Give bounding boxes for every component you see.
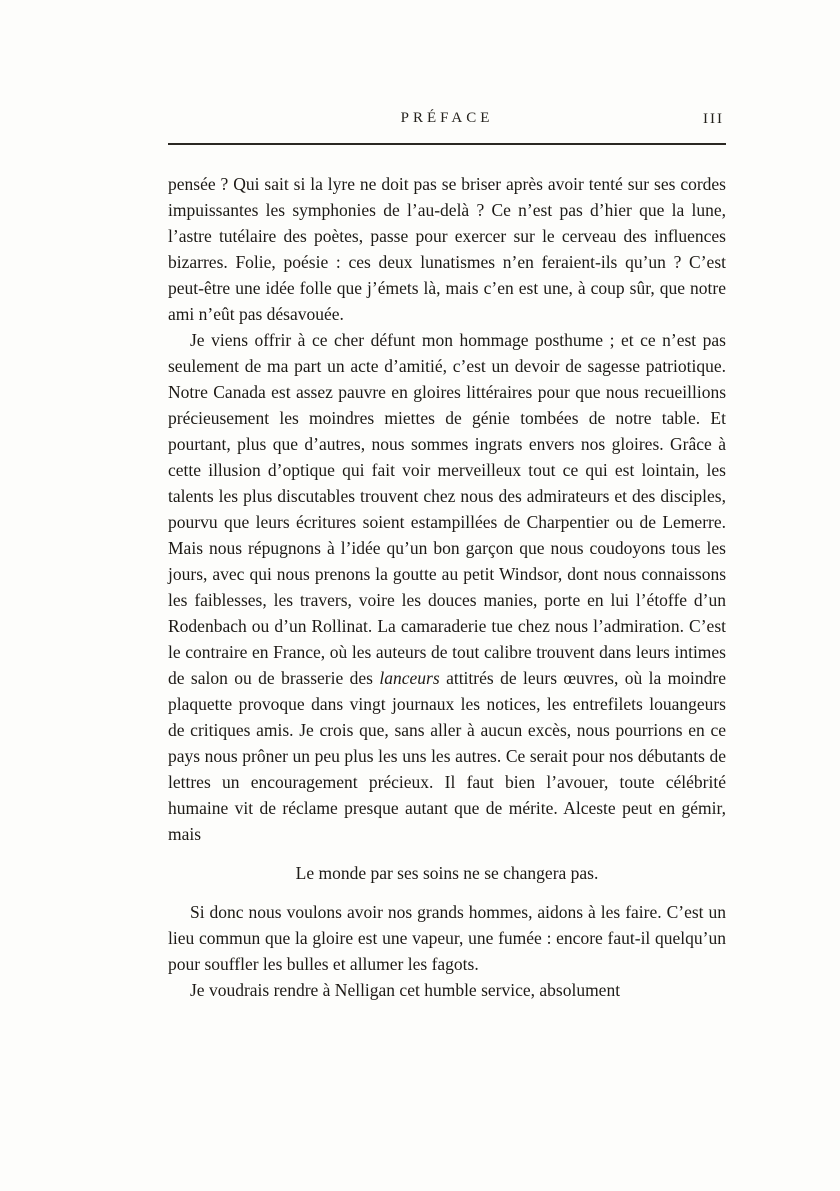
- paragraph-2-text-a: Je viens offrir à ce cher défunt mon hommage posthume ; et ce n’est pas seulement de ma part un acte d’amitié, c’est un devoir de sagesse patriotique. Notre Canada est assez pauvre en gloires littéraires pour que nous recueillions précieusement les moindres miettes de génie tombées de notre table. Et pourtant, plus que d’autres, nous sommes ingrats envers nos gloires. Grâce à cette illusion d’optique qui fait voir merveilleux tout ce qui est lointain, les talents les plus discutables trouvent chez nous des admirateurs et des disciples, pourvu que leurs écritures soient estampillées de Charpentier ou de Lemerre. Mais nous répugnons à l’idée qu’un bon garçon que nous coudoyons tous les jours, avec qui nous prenons la goutte au petit Windsor, dont nous connaissons les faiblesses, les travers, voire les douces manies, porte en lui l’étoffe d’un Rodenbach ou d’un Rollinat. La camaraderie tue chez nous l’admiration. C’est le contraire en France, où les auteurs de tout calibre trouvent dans leurs intimes de salon ou de brasserie des: [168, 330, 726, 688]
- paragraph-2-text-b: attitrés de leurs œuvres, où la moindre plaquette provoque dans vingt journaux les notices, les entrefilets louangeurs de critiques amis. Je crois que, sans aller à aucun excès, nous pourrions en ce pays nous prôner un peu plus les uns les autres. Ce serait pour nos débutants de lettres un encouragement précieux. Il faut bien l’avouer, toute célébrité humaine vit de réclame presque autant que de mérite. Alceste peut en gémir, mais: [168, 668, 726, 844]
- header-rule: [168, 143, 726, 145]
- paragraph-4: Je voudrais rendre à Nelligan cet humble service, absolument: [190, 980, 621, 1000]
- page-header: [168, 110, 726, 130]
- page-number: III: [703, 111, 724, 127]
- text-block: [168, 110, 726, 1003]
- paragraph-1: pensée ? Qui sait si la lyre ne doit pas se briser après avoir tenté sur ses cordes impuissantes les symphonies de l’au-delà ? Ce n’est pas d’hier que la lune, l’astre tutélaire des poètes, passe pour exercer sur le cerveau des influences bizarres. Folie, poésie : ces deux lunatismes n’en feraient-ils qu’un ? C’est peut-être une idée folle que j’émets là, mais c’en est une, à coup sûr, que notre ami n’eût pas désavouée.: [168, 174, 726, 324]
- page-body: [168, 171, 726, 1003]
- paragraph-3: Si donc nous voulons avoir nos grands hommes, aidons à les faire. C’est un lieu commun que la gloire est une vapeur, une fumée : encore faut-il quelqu’un pour souffler les bulles et allumer les fagots.: [168, 902, 726, 974]
- running-title: PRÉFACE: [400, 110, 494, 126]
- paragraph-2: [168, 327, 726, 847]
- verse-line: Le monde par ses soins ne se changera pas.: [295, 863, 599, 883]
- paragraph-2-italic-word: lanceurs: [379, 668, 440, 688]
